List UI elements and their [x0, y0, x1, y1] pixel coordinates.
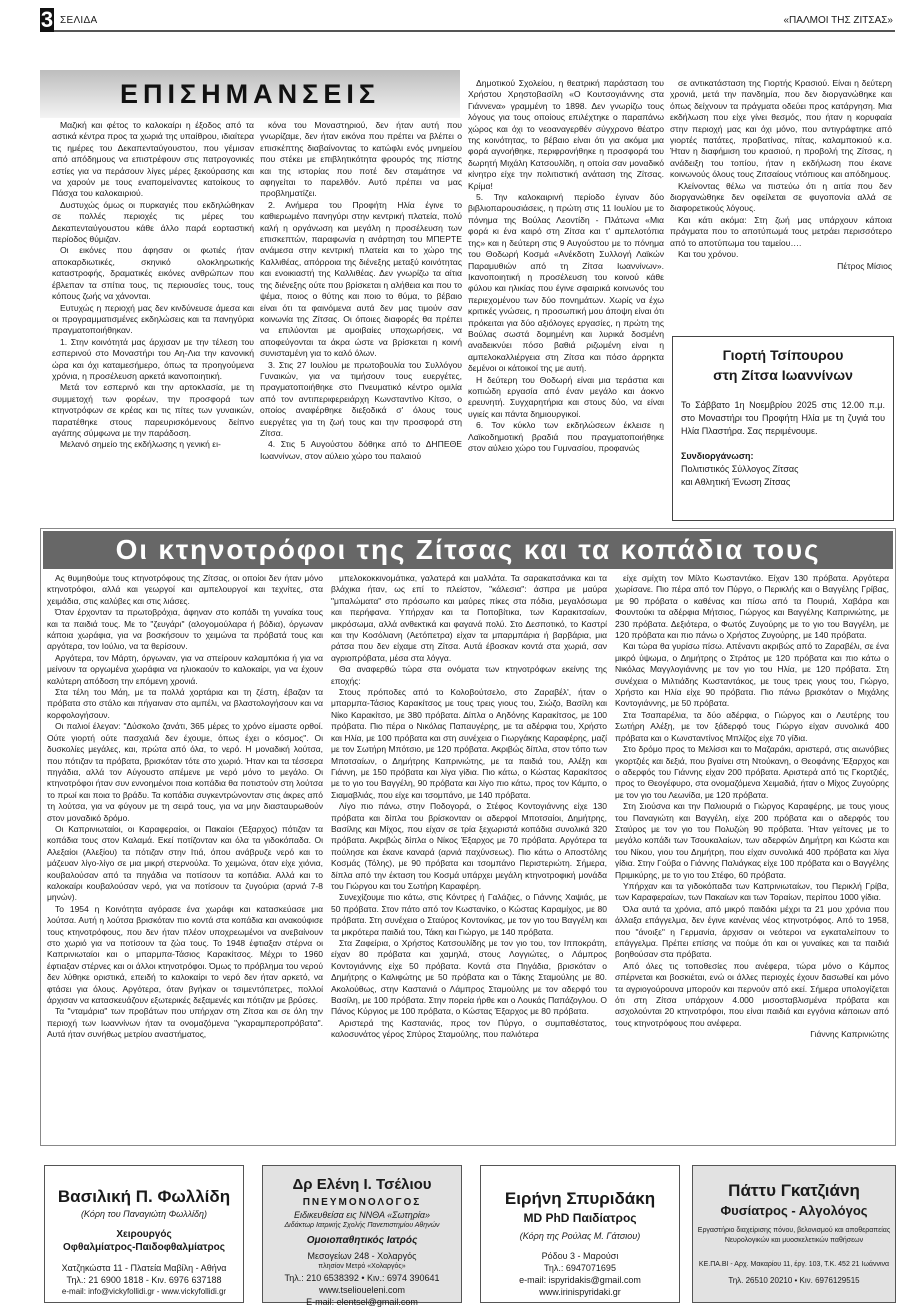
ad-role: Φυσίατρος - Αλγολόγος [720, 1203, 868, 1218]
ad-email[interactable]: e-mail: info@vickyfollidi.gr - www.vickyfollidi.gr [61, 1287, 227, 1296]
ad-name: Βασιλική Π. Φωλλίδη [57, 1187, 231, 1206]
paragraph: Στη Σιούσνα και την Παλιουριά ο Γιώργος Καραφέρης, με τους γιους του Παναγιώτη και Βαγγέλη, είχε 200 πρόβατα και ο αδερφός του Σταύρος με τον γιο του Πολυζώη 90 πρόβατα. Ήταν γείτονες με το μεγάλο κοπάδι των Τσουκαλαίων, των αδερφών Δημήτρη και Κώστα και του Νίκου, γιου του Δημήτρη, που είχαν συνολικά 400 πρόβατα και λίγα γίδια. Στην Γούβα ο Γιάννης Παλιάγκας είχε 100 πρόβατα και ο Βαγγέλης Πριμικύρης, με το γιο του Στέφο, 60 πρόβατα. [615, 801, 889, 880]
ad-role: Ομοιοπαθητικός Ιατρός [306, 1235, 418, 1246]
paragraph: Στο δρόμο προς το Μελίσσι και το Μαζαράκι, αριστερά, στις αιωνόβιες γκορτζιές και δεξιά, που βγαίνει στη Ντούκανη, ο Θεοφάνης Έξαρχος και ο αδερφός του Γιάννης είχαν 200 πρόβατα. Αριστερά από τις Γκορτζιές, προς το Θεογέφυρο, στα ονομαζόμενα Χειμαδιά, ήταν ο Μίχος Ζυγούρης με τον γιο του Λεωνίδα, με 120 πρόβατα. [615, 744, 889, 800]
ad-phone: Τηλ. 26510 20210 • Κιν. 6976129515 [728, 1276, 860, 1285]
paragraph: Δημοτικού Σχολείου, η θεατρική παράσταση του Χρήστου Χρηστοβασίλη «Ο Κουτσογιάννης στα Γιάννενα» γραμμένη το 1898. Δεν γνωρίζω τους λόγους για τους οποίους επιλέχτηκε ο παραπάνω χώρος και όχι το νεοαναγερθέν σύγχρονο θέατρο της κοινότητας, το βέβαιο είναι ότι για ακόμα μια φορά αγνοήθηκε, περιφρονήθηκε η προσφορά του δωρητή Μιχάλη Κατσουλίδη, η οποία σαν μοναδικό κίνητρο είχε την πολιτιστική ανάταση της Ζίτσας. Κρίμα! [468, 78, 664, 191]
organizer: και Αθλητική Ένωση Ζίτσας [681, 477, 791, 487]
paragraph: κόνα του Μοναστηριού, δεν ήταν αυτή που γνωρίζαμε, δεν ήταν εικόνα που πρέπει να βλέπει ο επισκέπτης διαβαίνοντας το κατώφλι ενός μνημείου που στέκει με επιβλητικότητα φρουρός της πίστης και της ιστορίας που ποτέ δεν σταμάτησε να αφηγείται το παρελθόν. Αυτό πρέπει να μας προβληματίζει. [260, 120, 462, 199]
paragraph: Υπήρχαν και τα γιδοκόπαδα των Καπρινιωταίων, του Περικλή Γρίβα, των Καραφεραίων, των Πακαίων και των Τοραίων, περίπου 1000 γίδια. [615, 880, 889, 903]
paragraph: Οι εικόνες που άφησαν οι φωτιές ήταν αποκαρδιωτικές, σκηνικό ολοκληρωτικής καταστροφής, δραματικές εικόνες ανθρώπων που έβλεπαν τα σπίτια τους, τις περιουσίες τους, τους κόπους ζωής να χάνονται. [52, 245, 254, 302]
paragraph: μπελοκοκκινομάτικα, γαλατερά και μαλλάτα. Τα σαρακατσάνικα και τα βλάχικα ήταν, ως επί το πλείστον, "κάλεσια": άσπρα με μαύρα "μπαλώματα" στο πρόσωπο και μαύρες πίκες στα πόδια, μεγαλόσωμα και περήφανα. Υπήρχαν και τα Ποποβίτικα, των Καρακιτσαίων, μικρόσωμα, αλλά ανθεκτικά και φαγανά πολύ. Στο Δεσποτικό, το Καστρί και την Κοσόλιανη (Αετόπετρα) είχαν τα μπαρμπάρια ή βαρβάρια, μια ράτσα που δεν είχαμε στη Ζίτσα. Αυτά έβοσκαν κοντά στα χωριά, σαν αγριοπρόβατα, μέσα στα λόγγα. [331, 573, 607, 663]
event-title-line-1: Γιορτή Τσίπουρου [722, 347, 844, 363]
paragraph: Η δεύτερη του Θοδωρή είναι μια τεράστια και κοπιώδη εργασία από έναν μεγάλο και άοκνο ερευνητή. Συγχαρητήρια και στους δύο, να είναι υγιείς και πάντα δημιουργικοί. [468, 374, 664, 419]
ad-role: Χειρουργός [116, 1229, 172, 1240]
ad-phone: Τηλ.: 210 6538392 • Κιν.: 6974 390641 [284, 1273, 440, 1283]
event-announcement [672, 336, 894, 521]
ad-role: MD PhD Παιδίατρος [523, 1211, 637, 1225]
paragraph: Και τώρα θα γυρίσω πίσω. Απέναντι ακριβώς από το Ζαραβέλι, σε ένα μικρό ύψωμα, ο Δημήτρης ο Στράτος με 120 πρόβατα και πιο κάτω ο Νικόλας Μαγγλογιάννης με τον γιο του Ηλία, με 120 πρόβατα. Στη συνέχεια ο Μιλτιάδης Κωσταντάκος, με τους τρεις γιους του, Γιώργο, Χρήστο και Ηλία είχε 90 πρόβατα. Πιο πάνω βρισκόταν ο Μιχάλης Κοντογιάννης, με 50 πρόβατα. [615, 641, 889, 709]
paragraph: Δυστυχώς όμως οι πυρκαγιές που εκδηλώθηκαν σε πολλές περιοχές τις μέρες του Δεκαπενταύγουστου κάθε άλλο παρά εορταστική περίοδος θύμιζαν. [52, 199, 254, 245]
paragraph: Τα "νταμάρια" των προβάτων που υπήρχαν στη Ζίτσα και σε όλη την περιοχή των Ιωαννίνων ήταν τα ονομαζόμενα "γκαραμπεροπρόβατα". Αυτά ήταν συνήθως μετρίου αναστήματος, [47, 1006, 323, 1040]
paragraph: Μελανό σημείο της εκδήλωσης η γενική ει- [60, 439, 221, 450]
paragraph: Το 1954 η Κοινότητα αγόρασε ένα χωράφι και κατασκεύασε μια λούτσα. Αυτή η λούτσα βρισκόταν πιο κοντά στα κοπάδια και ανακούφισε τους κτηνοτρόφους, που δεν ήταν πλέον υποχρεωμένοι να ανεβαίνουν στο χωριό για να ποτίσουν τα ζώα τους. Το 1948 έφτιαξαν στέρνα οι Καπρινιωταίοι και ο μπαρμπα-Τάσιος Καρακίτσος. Μέχρι το 1960 έφτιαξαν στέρνες και οι άλλοι κτηνοτρόφοι. Όμως το πρόβλημα του νερού δεν λύθηκε οριστικά, επειδή το καλοκαίρι το νερό δεν ήταν αρκετό, να φτάσει για όλους. Αργότερα, όταν βγήκαν οι τσιμεντόπετρες, πολλοί άρχισαν να κατασκευάζουν εξωτερικές δεξαμενές και πότιζαν με βρύσες. [47, 903, 323, 1006]
paragraph: 2. Ανήμερα του Προφήτη Ηλία έγινε το καθιερωμένο πανηγύρι στην κεντρική πλατεία, πολύ καλή η οργάνωση και μεγάλη η προσέλευση των επισκεπτών, παραφωνία η ανάρτηση του ΜΠΕΡΤΕ ανάμεσα στην κεντρική πλατεία και το χώρο της Καλλιθέας, απόρροια της διένεξης μεταξύ κοινότητας και ενοικιαστή της Καλλιθέας. Δεν γνωρίζω τα αίτια της διένεξης ούτε που βρίσκεται η αλήθεια και που το ψέμα, ποιος ο θύτης και ποιο το θύμα, το βέβαιο είναι ότι τα φαινόμενα αυτά δεν μας τιμούν σαν κοινωνία της Ζίτσας. Οι όποιες διαφορές θα πρέπει να επιλύονται με αμοιβαίες υποχωρήσεις, να αποφεύγονται τα άκρα ώστε να βρίσκεται η κοινή συνισταμένη για το καλό όλων. [260, 199, 462, 359]
paragraph: Αριστερά της Καστανιάς, προς τον Πύργο, ο συμπαθέστατος, καλοσυνάτος γέρος Σπύρος Σταμούλης, που παλιότερα [331, 1017, 607, 1040]
ad-phone: Τηλ.: 6947071695 [544, 1263, 616, 1273]
event-title [681, 345, 885, 385]
article-column-1 [47, 573, 323, 1041]
ad-email[interactable]: e-mail: ispyridakis@gmail.com [519, 1275, 641, 1285]
editorial-author: Πέτρος Μίσιος [837, 260, 892, 271]
page-header [40, 8, 895, 32]
page-number: 3 [40, 7, 54, 32]
ad-email[interactable]: E-mail: elentsel@gmail.com [306, 1297, 418, 1307]
paragraph: Στους πρόποδες από το Κολοβούτσελο, στο Ζαραβέλ', ήταν ο μπαρμπα-Τάσιος Καρακίτσος με τους τρεις γιους του, Σιώζο, Βασίλη και Νίκο Καρακίτσο, με 380 πρόβατα. Δίπλα ο Αηδόνης Καρακίτσος, με 100 πρόβατα. Πιο πέρα ο Νικόλας Παπαυγέρης, με τα αδέρφια του, Χρήστο και Ηλία, με 100 πρόβατα και στη συνέχεια ο Γιωργάκης Καραφέρης, μαζί με τον Σωτήρη Μπότσιο, με 120 πρόβατα. Ακριβώς δίπλα, στον τόπο των Μποτσαίων, ο Δημήτρης Καπρινιώτης, με τα παιδιά του, Αλέξη και Γιάννη, με 150 πρόβατα και λίγα γίδια. Πιο κάτω, ο Κώστας Καρακίτσος με το γιο του Βαγγέλη, 90 πρόβατα και λίγο πιο κάτω, προς τον Κάμπο, ο Σιαμαβλιάς, που είχε και τσομπάνο, με 140 πρόβατα. [331, 687, 607, 800]
paragraph: Στα Ζαφείρια, ο Χρήστος Κατσουλίδης με τον γιο του, τον Ιπποκράτη, είχαν 80 πρόβατα και χαμηλά, στους Λογγιώτες, ο Λάμπρος Κοντογιάννης είχε 50 πρόβατα. Κοντά στα Πηγάδια, βρισκόταν ο Δημήτρης ο Καλιφώτης με 50 πρόβατα και ο Τάκης Σταμούλης με 80. Ακολούθως, στην Καστανιά ο Λάμπρος Σταμούλης με τον αδερφό του Βασίλη, με 100 πρόβατα. Στην πορεία ήρθε και ο Λουκάς Παπάζογλου. Ο Πάνος Κύργιος με 100 πρόβατα, ο Κώστας Έξαρχος με 80 πρόβατα. [331, 938, 607, 1017]
paragraph: Όταν έρχονταν τα πρωτοβρόχια, άφηναν στο κοπάδι τη γυναίκα τους και τα παιδιά τους. Με το "ζευγάρι" (αλογομούλαρα ή βόδια), όργωναν κάποια χωράφια, για να βοσκήσουν το χειμώνα τα πρόβατά τους και αργότερα, τον Ιούλιο, να τα θερίσουν. [47, 607, 323, 652]
paragraph: Και κάτι ακόμα: Στη ζωή μας υπάρχουν κάποια πράγματα που το αποτύπωμά τους μετράει περισσότερο από το αποτύπωμα του ταμείου…. [670, 214, 892, 248]
paragraph: είχε σμίχτη τον Μίλτο Κωσταντάκο. Είχαν 130 πρόβατα. Αργότερα χωρίσανε. Πιο πέρα από τον Πύργο, ο Περικλής και ο Βαγγέλης Γρίβας, με 90 πρόβατα ο καθένας και πίσω από τα Πουριά, Χαβάρα και Φουντούκι τα αδέρφια Μήτσιος, Γιώργος και Βαγγέλης Καπρινιώτης, με 230 πρόβατα. Δεξιότερα, ο Φωτός Ζυγούρης με το γιο του Βαγγέλη, με 120 πρόβατα και πιο πάνω ο Χρήστος Ζυγούρης, με 140 πρόβατα. [615, 573, 889, 641]
paragraph: Ευτυχώς η περιοχή μας δεν κινδύνευσε άμεσα και οι προγραμματισμένες εκδηλώσεις και τα πανηγύρια πραγματοποιήθηκαν. [52, 302, 254, 336]
ad-phone: Τηλ.: 21 6900 1818 - Κιν. 6976 637188 [66, 1275, 222, 1285]
ad-subtitle: Διδάκτωρ Ιατρικής Σχολής Πανεπιστημίου Αθηνών [284, 1222, 440, 1229]
ad-subtitle: Ειδικευθείσα εις ΝΝΘΑ «Σωτηρία» [293, 1210, 431, 1220]
editorial-column-3 [468, 78, 664, 454]
paragraph: Στα Τσαπαρέλια, τα δύο αδέρφια, ο Γιώργος και ο Λευτέρης του Σωτήρη Αλέξη, με τον ξάδερφό τους Γιώργο είχαν συνολικά 400 πρόβατα και ο Κωνσταντίνος Μπλίζος είχε 70 γίδια. [615, 709, 889, 743]
ad-specialty: ΠΝΕΥΜΟΝΟΛΟΓΟΣ [302, 1197, 422, 1208]
ad-spyridaki [480, 1165, 680, 1303]
ad-name: Πάττυ Γκατζιάνη [728, 1181, 860, 1200]
ad-subtitle: (Κόρη της Ρούλας Μ. Γάτσιου) [519, 1231, 641, 1241]
ad-role: Οφθαλμίατρος-Παιδοφθαλμίατρος [63, 1242, 225, 1253]
paragraph: 1. Στην κοινότητά μας άρχισαν με την τέλεση του εσπερινού στο Μοναστήρι του Αη-Λια την κανονική ώρα και όχι καταμεσήμερο, όπως τα προηγούμενα χρόνια, η προσέλευση αρκετά ικανοποιητική. [52, 336, 254, 381]
ad-address: Χατζηκώστα 11 - Πλατεία Μαβίλη - Αθήνα [61, 1263, 227, 1273]
ad-website[interactable]: www.irinispyridaki.gr [539, 1287, 621, 1297]
ad-near: πλησίον Μετρό «Χολαργός» [318, 1263, 406, 1270]
editorial-column-2 [260, 120, 462, 462]
ad-tseliou [262, 1165, 462, 1307]
ad-name: Δρ Ελένη Ι. Τσέλιου [292, 1176, 432, 1193]
article-column-3 [615, 573, 889, 1041]
event-text: Το Σάββατο 1η Νοεμβρίου 2025 στις 12.00 π.μ. στο Μοναστήρι του Προφήτη Ηλία με τη ζυγιά του Ηλία Πλαστήρα. Σας περιμένουμε. [681, 400, 885, 436]
ad-description: Νευρολογικών και μυοσκελετικών παθήσεων [724, 1237, 864, 1244]
paragraph: σε αντικατάσταση της Γιορτής Κρασιού. Είναι η δεύτερη χρονιά, μετά την πανδημία, που δεν διοργανώθηκε και όπως δείχνουν τα πράγματα οδεύει προς κατάργηση. Μια εκδήλωση που είχε γίνει θεσμός, που ήταν η κορυφαία στην περιοχή μας και όχι μόνο, που αντιγράφτηκε από γιορτές πατάτες, προβατίνας, πίτας, καλαμποκιού κ.α. Ήταν η διαφήμιση του κρασιού, η προβολή της Ζίτσας, η ανάδειξη του τοπίου, ήταν η εκδήλωση που έκανε κοινωνούς όλους τους Ζιτσαίους ντόπιους και απόδημους. [670, 78, 892, 180]
ad-address: Μεσογείων 248 - Χολαργός [307, 1251, 417, 1261]
ad-description: Εργαστήριο διαχείρισης πόνου, βελονισμού και αποθεραπείας [697, 1227, 891, 1234]
paragraph: Συνεχίζουμε πιο κάτω, στις Κόντρες ή Γαλάζιες, ο Γιάννης Χαψιάς, με 50 πρόβατα. Στον πάτο από τον Κωστανίκο, ο Κώστας Καραμίχος, με 80 πρόβατα. Στη συνέχεια ο Σταύρος Κοντονίκας, με τον γιο του Βαγγέλη και τα μικρότερα παιδιά του, Τάκη και Γιώργο, με 140 πρόβατα. [331, 892, 607, 937]
paragraph: Από όλες τις τοποθεσίες που ανέφερα, τώρα μόνο ο Κάμπος σπέρνεται και βοσκιέται, ενώ οι άλλες περιοχές έχουν δασωθεί και μόνο τα αγριογούρουνα μπορούν και περνούν από εκεί. Σήμερα υπολογίζεται ότι στη Ζίτσα υπάρχουν 4.000 μισοσταβλισμένα πρόβατα και ασχολούνται 20 κτηνοτρόφοι, που είναι παιδιά και εγγόνια κάποιων από τους κτηνοτρόφους που ανέφερα. [615, 960, 889, 1028]
editorial-title: ΕΠΙΣΗΜΑΝΣΕΙΣ [119, 78, 381, 109]
editorial-column-4 [670, 78, 892, 272]
paragraph: Οι Καπρινιωταίοι, οι Καραφεραίοι, οι Πακαίοι (Έξαρχος) πότιζαν τα κοπάδια τους στον Καλαμά. Εκεί ποτίζονταν και όλα τα γιδοκόπαδα. Οι Αλεξαίοι (Αλεξίου) τα πότιζαν στην Ιτιά, όπου ανάβρυζε νερό και το μάζευαν λίγο-λίγο σε μια μικρή στερνούλα. Το χειμώνα, όταν είχε χιόνια, κουβαλούσαν από τα πηγάδια να ποτίσουν τα κοπάδια. Αλλά και το καλοκαίρι κουβαλούσαν νερό, για να ποτίσουν τα ζυγούρια (αρνιά 7-8 μηνών). [47, 823, 323, 903]
paragraph: Κλείνοντας θέλω να πιστεύω ότι η αιτία που δεν διοργανώθηκε δεν οφείλεται σε φυγοπονία αλλά σε διαφορετικούς λόγους. [670, 180, 892, 214]
ad-address: Ρόδου 3 - Μαρούσι [541, 1251, 619, 1261]
editorial-column-1 [52, 120, 254, 451]
livestock-article [40, 528, 896, 1146]
paragraph: Μαζική και φέτος το καλοκαίρι η έξοδος από τα αστικά κέντρα προς τα χωριά της υπαίθρου, ιδιαίτερα τις ημέρες του Δεκαπενταύγουστου, που γέμισαν από απόδημους να επιστρέφουν στις πατρογονικές εστίες για να περάσουν λίγες μέρες ξεκούρασης και να χαρούν με τους εναπομείναντες κατοίκους το Πάσχα του καλοκαιριού. [52, 120, 254, 199]
ad-subtitle: (Κόρη του Παναγιώτη Φωλλίδη) [80, 1209, 208, 1219]
page-label: ΣΕΛΙΔΑ [60, 15, 98, 26]
paragraph: Αργότερα, τον Μάρτη, όργωναν, για να σπείρουν καλαμπόκια ή για να μείνουν τα οργωμένα χωράφια να ηλιοκαούν το καλοκαίρι, για να έχουν καλύτερη απόδοση την επόμενη χρονιά. [47, 652, 323, 686]
ad-follidi [44, 1165, 244, 1303]
paragraph: 5. Την καλοκαιρινή περίοδο έγιναν δύο βιβλιοπαρουσιάσεις, η πρώτη στις 11 Ιουλίου με το πόνημα της Βούλας Λεοντίδη - Πλάτωνα «Μια φορά κι ένα καιρό στη Ζίτσα και τ' αμπελοτόπια της» και η δεύτερη στις 9 Αυγούστου με το πόνημα του Θοδωρή Κοσμά «Ανέκδοτη Συλλογή Λαϊκών Παραμυθιών από τη Ζίτσα Ιωαννίνων». Ικανοποιητική η προσέλευση του κοινού κάθε φύλου και ηλικίας που έγινε σφαιρικά κοινωνός του περιεχομένου των δύο πονημάτων. Χωρίς να έχω κριτικές γνώσεις, η προσωπική μου άποψη είναι ότι πρόκειται για δύο αξιόλογες εργασίες, η πρώτη της Βούλας σωστά δομημένη και λυρικά δοσμένη αναδεικνύει πόσο βαθιά ριζωμένη είναι η αμπελοκαλλιέργεια στη Ζίτσα και πόσο άρρηκτα δεμένοι οι κάτοικοί της με αυτή. [468, 192, 664, 374]
paragraph: Οι παλιοί έλεγαν: "Δύσκολο ζανάτι, 365 μέρες το χρόνο είμαστε ορθοί. Ούτε γιορτή ούτε πασχαλιά δεν έχουμε, όπως έχει ο κόσμος". Οι δυσκολίες μεγάλες, και, πρώτα από όλα, το νερό. Η μοναδική λούτσα, που πότιζαν τα πρόβατα, βρισκόταν τότε στο χωριό. Ήταν και τα τέσσερα πηγάδια, αλλά τον Αύγουστο απέμενε με νερό μόνο το μεγάλο. Οι κτηνοτρόφοι ήταν συν εννοημένοι ποια κοπάδια θα ποτιστούν στη λούτσα το πρωί και ποια το βράδυ. Τα κοπάδια συγκεντρώνονταν στις άκρες από τη λούτσα, για να φύγουν με τη σειρά τους, για να μην διασταυρωθούν στον μοναδικό δρόμο. [47, 721, 323, 823]
organizer: Πολιτιστικός Σύλλογος Ζίτσας [681, 464, 799, 474]
ad-website[interactable]: www.tselioueleni.com [318, 1285, 406, 1295]
article-column-2 [331, 573, 607, 1041]
article-title-banner [43, 531, 893, 569]
organizers-label: Συνδιοργάνωση: [681, 451, 754, 461]
ad-address: ΚΕ.ΠΑ.ΒΙ - Αρχ. Μακαρίου 11, έργ. 103, Τ.Κ. 452 21 Ιωάννινα [698, 1261, 890, 1268]
paragraph: Μετά τον εσπερινό και την αρτοκλασία, με τη συμμετοχή των φορέων, την προσφορά των κτηνοτρόφων σε κρέας και τις πίτες των γυναικών, παρατέθηκε στους παρευρισκόμενους δείπνο αγάπης σύμφωνα με την παράδοση. [52, 382, 254, 438]
newspaper-name: «ΠΑΛΜΟΙ ΤΗΣ ΖΙΤΣΑΣ» [783, 15, 893, 26]
paragraph: 4. Στις 5 Αυγούστου δόθηκε από το ΔΗΠΕΘΕ Ιωαννίνων, στον αύλειο χώρο του παλαιού [260, 439, 462, 461]
paragraph: 6. Τον κύκλο των εκδηλώσεων έκλεισε η Λαϊκοδημοτική βραδιά που πραγματοποιήθηκε στον αύλειο χώρο του Γυμνασίου, προφανώς [468, 420, 664, 453]
paragraph: Όλα αυτά τα χρόνια, από μικρό παιδάκι μέχρι τα 21 μου χρόνια που άλλαξα επάγγελμα, δεν έγινε κανένας νέος κτηνοτρόφος. Από το 1958, που "άνοιξε" η Γερμανία, άρχισαν οι νεότεροι να εγκαταλείπουν το επάγγελμα. Πρέπει επίσης να πούμε ότι και οι γυναίκες και τα παιδιά βοηθούσαν στα πρόβατα. [615, 903, 889, 960]
article-title: Οι κτηνοτρόφοι της Ζίτσας και τα κοπάδια τους [115, 534, 821, 565]
paragraph: 3. Στις 27 Ιουλίου με πρωτοβουλία του Συλλόγου Γυναικών, για να τιμήσουν τους ευεργέτες, πραγματοποιήθηκε στο Πνευματικό κέντρο ομιλία από τον αντιπεριφερειάρχη Κωνσταντίνο Κίτσο, ο οποίος αναφέρθηκε διεξοδικά σ' όλους τους ευεργέτες για τη ζωή τους και την προσφορά στη Ζίτσα. [260, 359, 462, 438]
ad-gkatziani [692, 1165, 896, 1303]
paragraph: Θα αναφερθώ τώρα στα ονόματα των κτηνοτρόφων εκείνης της εποχής: [331, 664, 607, 686]
event-title-line-2: στη Ζίτσα Ιωαννίνων [713, 367, 853, 383]
paragraph: Ας θυμηθούμε τους κτηνοτρόφους της Ζίτσας, οι οποίοι δεν ήταν μόνο κτηνοτρόφοι, αλλά και γεωργοί και αμπελουργοί και τεχνίτες, στα χειμάδια, στις καλύβες και στις λιάσες. [47, 573, 323, 606]
paragraph: Λίγο πιο πάνω, στην Ποδογορά, ο Στέφος Κοντογιάννης είχε 130 πρόβατα και δίπλα του βρίσκονταν οι αδερφοί Μποτσαίοι, Δημήτρης, Βασίλης και Μίχος, που είχαν σε τρία ξεχωριστά κοπάδια συνολικά 320 πρόβατα. Ακριβώς δίπλα ο Νίκος Έξαρχος με 70 πρόβατα. Αργότερα τα πούλησε και έκανε καναρά (αρνιά παχύνσεως). Πιο κάτω ο Αποστόλης Κοσμάς (Τόλης), με 90 πρόβατα και τσομπάνο Περιστεριώτη. Σήμερα, δίπλα από την έκταση του Κοσμά υπάρχει μεγάλη κτηνοτροφική μονάδα του Γιώργου και του Σωτήρη Καραφέρη. [331, 801, 607, 891]
paragraph: Στα τέλη του Μάη, με τα πολλά χορτάρια και τη ζέστη, έβαζαν τα πρόβατα στο στάλο και πήγαιναν στο αμπέλι, να βλαστολογήσουν και να κορφολογήσουν. [47, 687, 323, 720]
editorial-title-banner [40, 70, 460, 118]
paragraph: Και του χρόνου. [678, 249, 739, 260]
article-author: Γιάννης Καπρινιώτης [810, 1029, 889, 1040]
ad-name: Ειρήνη Σπυριδάκη [504, 1189, 656, 1208]
